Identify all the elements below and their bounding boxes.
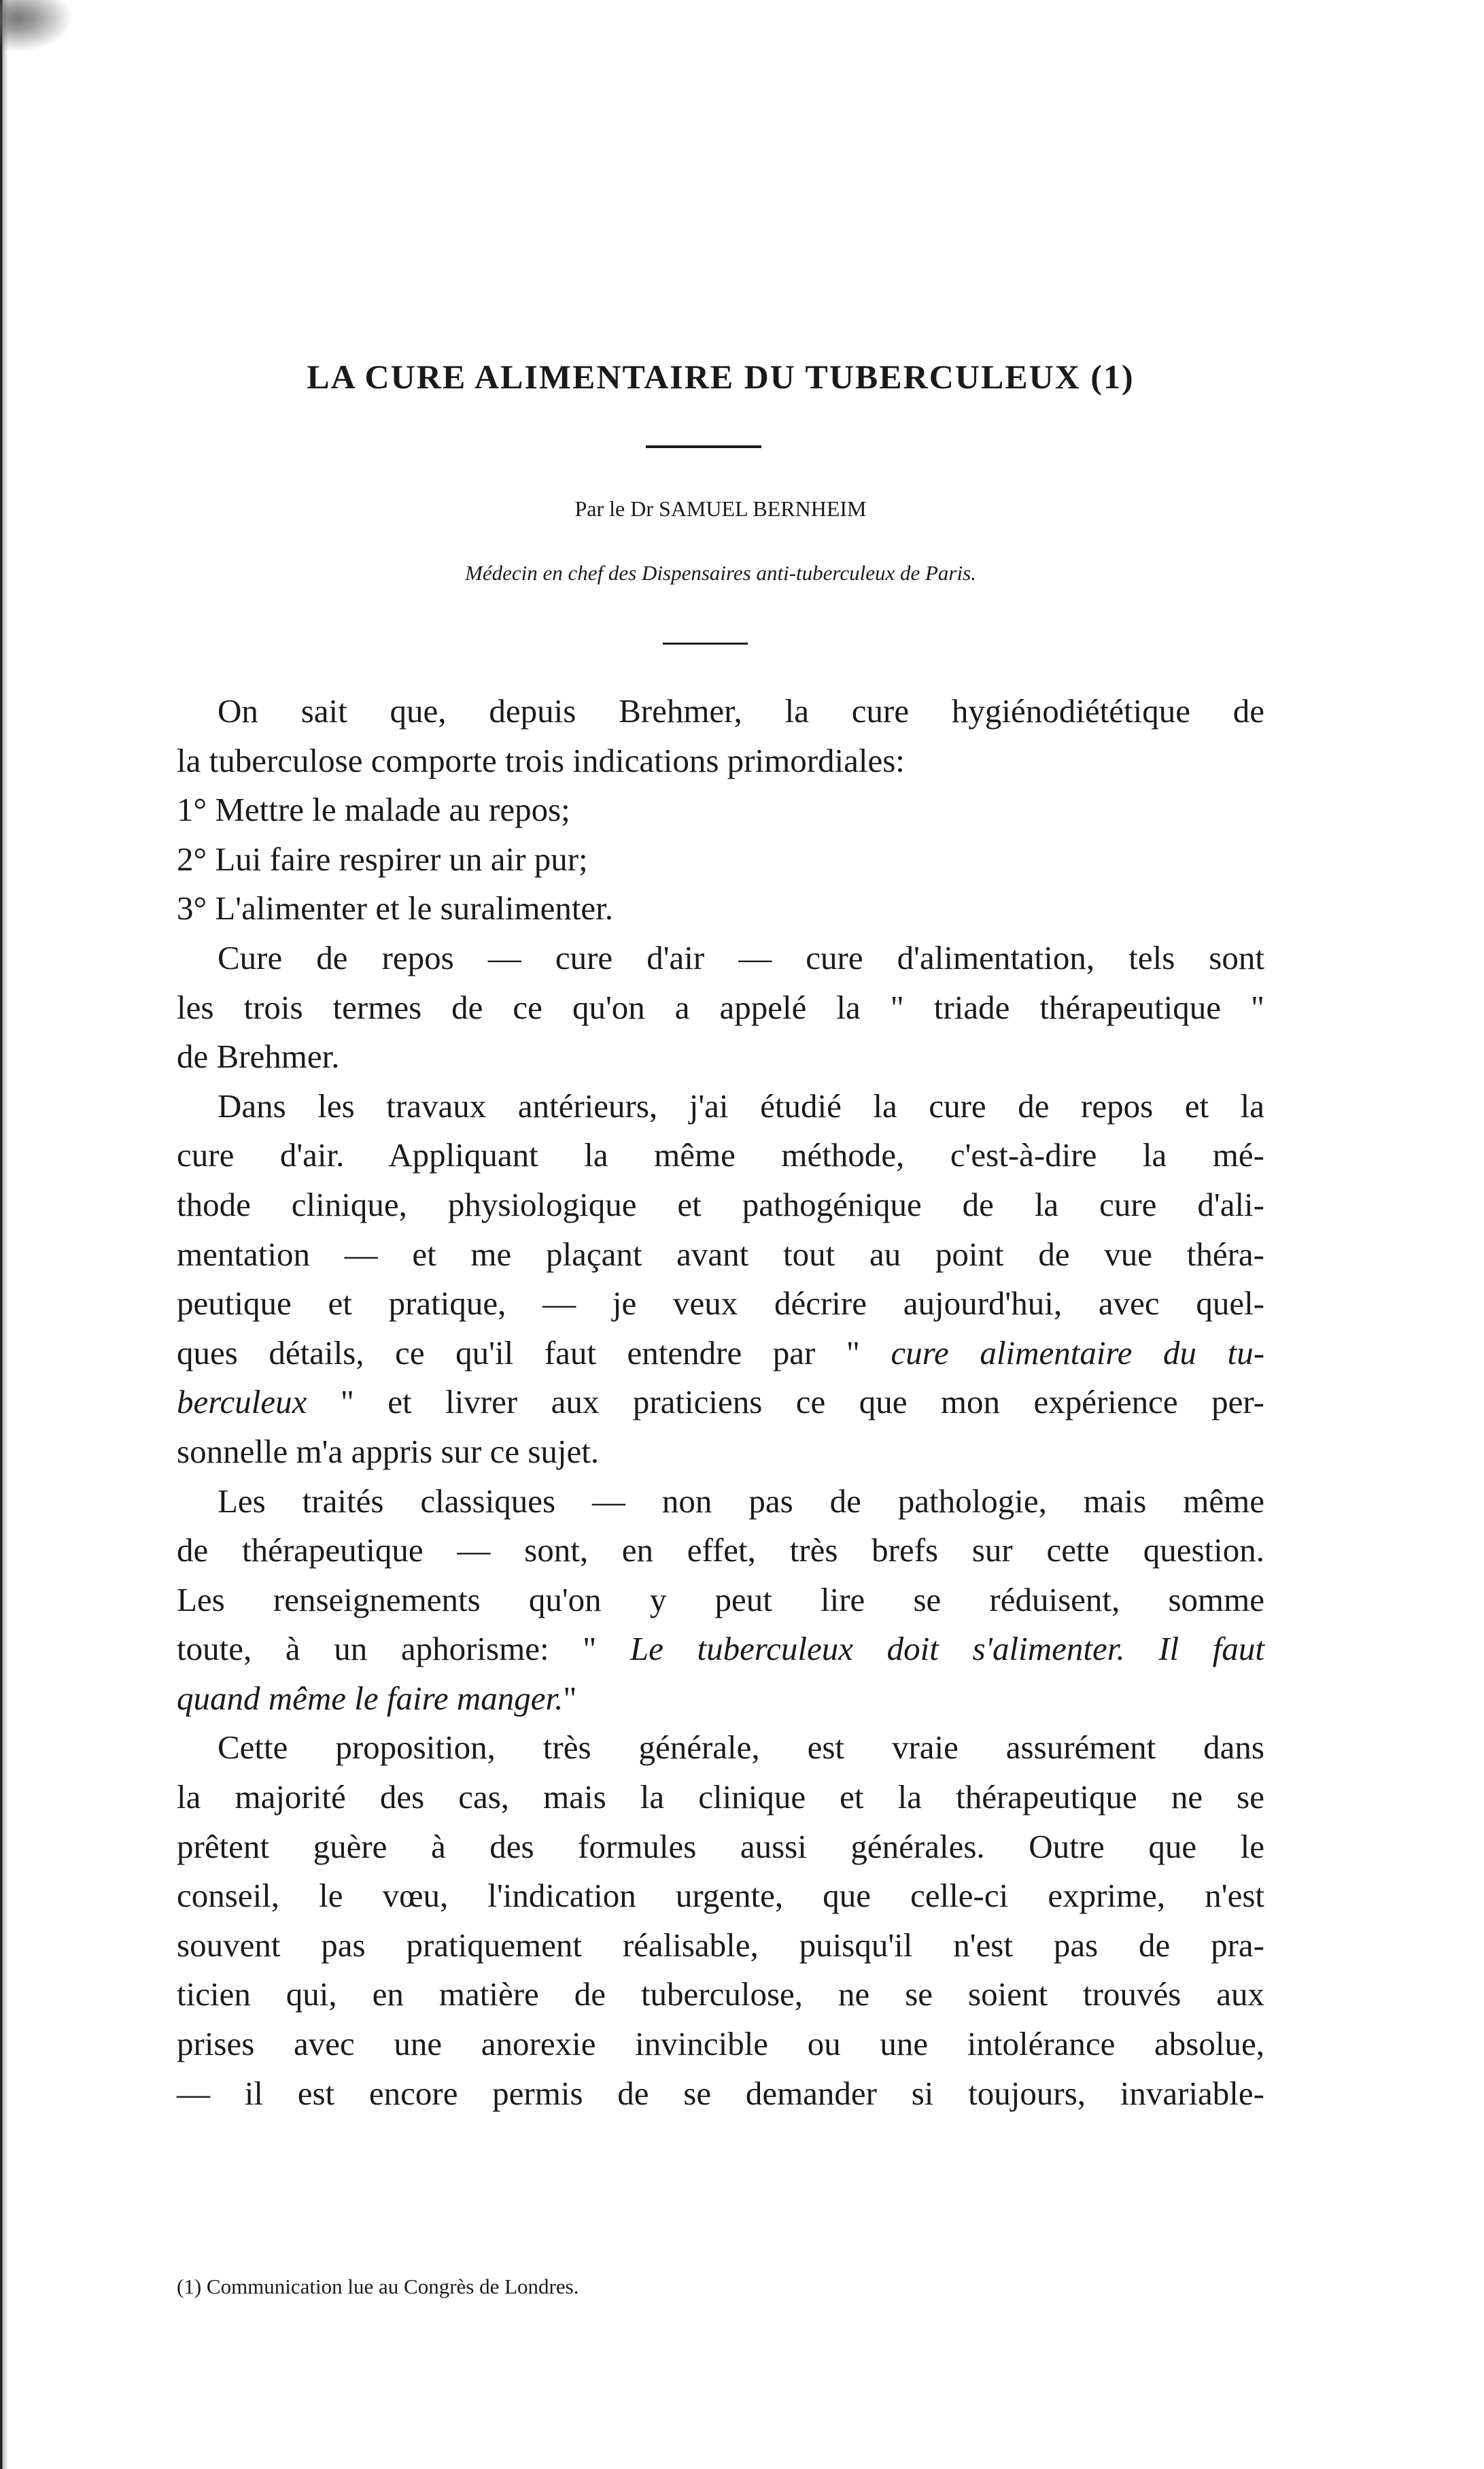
- text-line: les trois termes de ce qu'on a appelé la " triade thérapeutique ": [177, 988, 1264, 1026]
- text-line: peutique et pratique, — je veux décrire aujourd'hui, avec quel-: [177, 1284, 1264, 1323]
- indications-list: [177, 785, 1264, 934]
- text-line: Cette proposition, très générale, est vraie assurément dans: [218, 1729, 1264, 1767]
- paragraph-2: [177, 934, 1264, 1082]
- header-rule: [663, 643, 748, 645]
- text-line: Cure de repos — cure d'air — cure d'alimentation, tels sont: [218, 938, 1264, 976]
- author-affiliation: Médecin en chef des Dispensaires anti-tuberculeux de Paris.: [465, 561, 976, 585]
- text-line: la majorité des cas, mais la clinique et la thérapeutique ne se: [177, 1778, 1264, 1816]
- text-line: de thérapeutique — sont, en effet, très brefs sur cette question.: [177, 1531, 1264, 1569]
- text-line: souvent pas pratiquement réalisable, puisqu'il n'est pas de pra-: [177, 1926, 1264, 1964]
- paragraph-4: [177, 1477, 1264, 1724]
- text-line: Les traités classiques — non pas de pathologie, mais même: [218, 1482, 1264, 1520]
- article-title: LA CURE ALIMENTAIRE DU TUBERCULEUX (1): [307, 358, 1135, 396]
- article-body: [177, 687, 1264, 2118]
- text-line: conseil, le vœu, l'indication urgente, que celle-ci exprime, n'est: [177, 1877, 1264, 1915]
- text-line: la tuberculose comporte trois indications primordiales:: [177, 741, 905, 779]
- scan-artifact: [0, 0, 88, 61]
- paragraph-1: [177, 687, 1264, 785]
- title-rule: [646, 445, 761, 448]
- text-line: ticien qui, en matière de tuberculose, ne se soient trouvés aux: [177, 1975, 1264, 2013]
- text-line: prêtent guère à des formules aussi générales. Outre que le: [177, 1827, 1264, 1865]
- text-fragment: toute, à un aphorisme: ": [177, 1630, 597, 1668]
- text-fragment: ": [563, 1679, 577, 1717]
- paragraph-3: [177, 1082, 1264, 1477]
- text-line: Les renseignements qu'on y peut lire se réduisent, somme: [177, 1580, 1264, 1618]
- list-item: 3° L'alimenter et le suralimenter.: [177, 889, 614, 927]
- list-item: 1° Mettre le malade au repos;: [177, 791, 570, 829]
- text-line: On sait que, depuis Brehmer, la cure hygiénodiététique de: [218, 692, 1264, 730]
- text-line: cure d'air. Appliquant la même méthode, c'est-à-dire la mé-: [177, 1136, 1264, 1174]
- paragraph-5: [177, 1723, 1264, 2118]
- text-line: [177, 1329, 1264, 1378]
- italic-phrase: berculeux: [177, 1383, 307, 1421]
- page-edge-shadow: [0, 0, 8, 2469]
- text-fragment: " et livrer aux praticiens ce que mon expérience per-: [340, 1383, 1264, 1421]
- text-line: mentation — et me plaçant avant tout au point de vue théra-: [177, 1235, 1264, 1273]
- text-line: — il est encore permis de se demander si toujours, invariable-: [177, 2074, 1264, 2112]
- text-line: sonnelle m'a appris sur ce sujet.: [177, 1432, 600, 1470]
- italic-phrase: Le tuberculeux doit s'alimenter. Il faut: [629, 1630, 1265, 1668]
- text-line: [177, 1624, 1264, 1674]
- text-line: prises avec une anorexie invincible ou une intolérance absolue,: [177, 2025, 1264, 2063]
- text-line: thode clinique, physiologique et pathogénique de la cure d'ali-: [177, 1185, 1264, 1223]
- list-item: 2° Lui faire respirer un air pur;: [177, 840, 588, 878]
- text-line: [177, 1674, 1264, 1724]
- footnote: (1) Communication lue au Congrès de Londres.: [177, 2275, 579, 2298]
- italic-phrase: quand même le faire manger.: [177, 1679, 564, 1717]
- text-line: de Brehmer.: [177, 1038, 340, 1076]
- text-line: [177, 1378, 1264, 1427]
- text-fragment: ques détails, ce qu'il faut entendre par ": [177, 1333, 860, 1372]
- italic-phrase: cure alimentaire du tu-: [891, 1333, 1265, 1372]
- author-byline: Par le Dr SAMUEL BERNHEIM: [574, 496, 867, 521]
- text-line: Dans les travaux antérieurs, j'ai étudié la cure de repos et la: [218, 1087, 1264, 1125]
